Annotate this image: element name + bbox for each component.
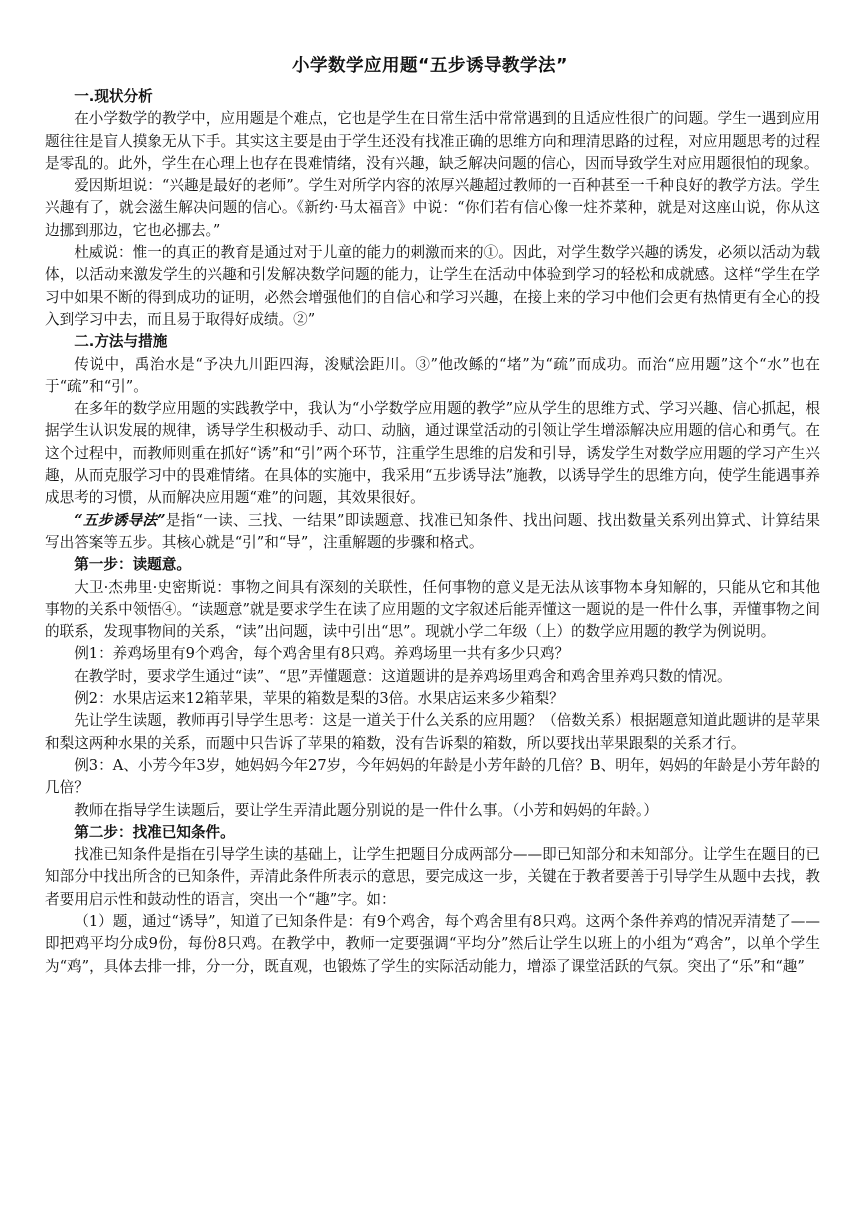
example-1: 例1：养鸡场里有9个鸡舍，每个鸡舍里有8只鸡。养鸡场里一共有多少只鸡？: [74, 645, 570, 663]
document-body: [45, 86, 820, 978]
paragraph: 先让学生读题，教师再引导学生思考：这是一道关于什么关系的应用题？（倍数关系）根据题意知道此题讲的是苹果和梨这两种水果的关系，而题中只告诉了苹果的箱数，没有告诉梨的箱数，所以要找出苹果跟梨的关系才行。: [45, 712, 820, 752]
paragraph: 教师在指导学生读题后，要让学生弄清此题分别说的是一件什么事。（小芳和妈妈的年龄。）: [74, 801, 658, 819]
paragraph: 在多年的数学应用题的实践教学中，我认为“小学数学应用题的教学”应从学生的思维方式、学习兴趣、信心抓起，根据学生认识发展的规律，诱导学生积极动手、动口、动脑，通过课堂活动的引领让学生增添解决应用题的信心和勇气。在这个过程中，而教师则重在抓好“诱”和“引”两个环节，注重学生思维的启发和引导，诱发学生对数学应用题的学习产生兴趣，从而克服学习中的畏难情绪。在具体的实施中，我采用“五步诱导法”施教，以诱导学生的思维方向，使学生能遇事养成思考的习惯，从而解决应用题“难”的问题，其效果很好。: [45, 400, 820, 507]
paragraph: 在教学时，要求学生通过“读”、“思”弄懂题意：这道题讲的是养鸡场里鸡舍和鸡舍里养鸡只数的情况。: [74, 667, 732, 685]
emphasis-term: “五步诱导法”: [74, 511, 166, 529]
paragraph: （1）题，通过“诱导”，知道了已知条件是：有9个鸡舍，每个鸡舍里有8只鸡。这两个条件养鸡的情况弄清楚了——即把鸡平均分成9份，每份8只鸡。在教学中，教师一定要强调“平均分”然后让学生以班上的小组为“鸡舍”，以单个学生为“鸡”，具体去排一排，分一分，既直观，也锻炼了学生的实际活动能力，增添了课堂活跃的气氛。突出了“乐”和“趣”: [45, 912, 820, 975]
section-heading-analysis: 一.现状分析: [74, 88, 153, 105]
paragraph: 爱因斯坦说：“兴趣是最好的老师”。学生对所学内容的浓厚兴趣超过教师的一百种甚至一千种良好的教学方法。学生兴趣有了，就会滋生解决问题的信心。《新约·马太福音》中说：“你们若有信心像一炷芥菜种，就是对这座山说，你从这边挪到那边，它也必挪去。”: [45, 177, 820, 239]
paragraph: [45, 510, 820, 555]
paragraph: 找准已知条件是指在引导学生读的基础上，让学生把题目分成两部分——即已知部分和未知部分。让学生在题目的已知部分中找出所含的已知条件，弄清此条件所表示的意思，要完成这一步，关键在于教者要善于引导学生从题中去找，教者要用启示性和鼓动性的语言，突出一个“趣”字。如：: [45, 846, 820, 908]
step-heading-2: 第二步：找准已知条件。: [74, 823, 235, 841]
paragraph: 大卫·杰弗里·史密斯说：事物之间具有深刻的关联性，任何事物的意义是无法从该事物本身知解的，只能从它和其他事物的关系中领悟④。“读题意”就是要求学生在读了应用题的文字叙述后能弄懂这一题说的是一件什么事，弄懂事物之间的联系，发现事物间的关系，“读”出问题，读中引出“思”。现就小学二年级（上）的数学应用题的教学为例说明。: [45, 578, 820, 641]
example-3: 例3：A、小芳今年3岁，她妈妈今年27岁，今年妈妈的年龄是小芳年龄的几倍？B、明年，妈妈的年龄是小芳年龄的几倍？: [45, 756, 820, 797]
paragraph: 杜威说：惟一的真正的教育是通过对于儿童的能力的刺激而来的①。因此，对学生数学兴趣的诱发，必须以活动为载体，以活动来激发学生的兴趣和引发解决数学问题的能力，让学生在活动中体验到学习的轻松和成就感。这样“学生在学习中如果不断的得到成功的证明，必然会增强他们的自信心和学习兴趣，在接上来的学习中他们会更有热情更有全心的投入到学习中去，而且易于取得好成绩。②”: [45, 244, 820, 328]
document-title: 小学数学应用题“五步诱导教学法”: [291, 56, 568, 76]
example-2: 例2：水果店运来12箱苹果，苹果的箱数是梨的3倍。水果店运来多少箱梨？: [74, 690, 564, 708]
paragraph-text: 是指“一读、三找、一结果”即读题意、找准已知条件、找出问题、找出数量关系列出算式、计算结果写出答案等五步。其核心就是“引”和“导”，注重解题的步骤和格式。: [45, 511, 820, 551]
step-heading-1: 第一步：读题意。: [74, 556, 191, 574]
paragraph: 传说中，禹治水是“予决九川距四海，浚赋浍距川。③”他改鲧的“堵”为“疏”而成功。而治“应用题”这个“水”也在于“疏”和“引”。: [45, 355, 820, 395]
section-heading-methods: 二.方法与措施: [74, 333, 168, 351]
paragraph: 在小学数学的教学中，应用题是个难点，它也是学生在日常生活中常常遇到的且适应性很广的问题。学生一遇到应用题往往是盲人摸象无从下手。其实这主要是由于学生还没有找准正确的思维方向和理清思路的过程，对应用题思考的过程是零乱的。此外，学生在心理上也存在畏难情绪，没有兴趣，缺乏解决问题的信心，因而导致学生对应用题很怕的现象。: [45, 110, 820, 172]
